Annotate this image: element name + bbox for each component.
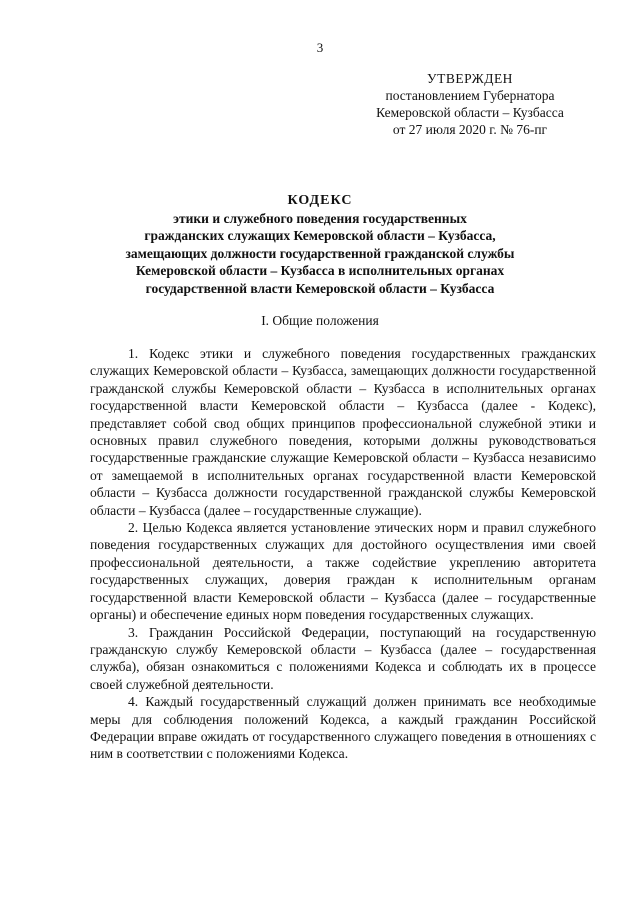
document-subtitle-line: государственной власти Кемеровской области – Кузбасса [145,280,495,296]
paragraph: 3. Гражданин Российской Федерации, поступающий на государственную гражданскую службу Кемеровской области – Кузбасса (далее – государственная служба), обязан ознакомиться с положениями Кодекса и соблюдать их в процессе своей служебной деятельности. [90,624,596,692]
paragraph: 4. Каждый государственный служащий должен принимать все необходимые меры для соблюдения положений Кодекса, а каждый гражданин Российской Федерации вправе ожидать от государственного служащего поведения в отношениях с ним в соответствии с положениями Кодекса. [90,694,596,762]
document-title-block [60,192,580,297]
document-subtitle-line: Кемеровской области – Кузбасса в исполнительных органах [135,263,505,278]
paragraph: 2. Целью Кодекса является установление этических норм и правил служебного поведения государственных служащих для достойного осуществления ими своей профессиональной деятельности, а также содействие укреплению авторитета государственных служащих, доверия граждан к исполнительным органам государственной власти Кемеровской области – Кузбасса (далее – государственные органы) и обеспечение единых норм поведения государственных служащих. [90,520,596,623]
approval-line: Кемеровской области – Кузбасса [376,105,564,120]
section-heading: I. Общие положения [261,313,379,328]
approval-heading: УТВЕРЖДЕН [427,71,513,86]
document-subtitle-line: замещающих должности государственной гражданской службы [125,245,515,261]
document-subtitle-line: этики и служебного поведения государственных [173,210,467,226]
approval-stamp-block [350,70,590,138]
paragraph: 1. Кодекс этики и служебного поведения государственных гражданских служащих Кемеровской области – Кузбасса, замещающих должности государственной гражданской службы Кемеровской области – Кузбасса в исполнительных органах государственной власти Кемеровской области – Кузбасса (далее - Кодекс), представляет собой свод общих принципов профессиональной служебной этики и основных правил служебного поведения, которыми должны руководствоваться государственные гражданские служащие Кемеровской области – Кузбасса независимо от замещаемой в исполнительных органах государственной власти Кемеровской области – Кузбасса должности государственной гражданской службы Кемеровской области – Кузбасса (далее – государственные служащие). [90,346,596,518]
approval-line: от 27 июля 2020 г. № 76-пг [392,122,548,137]
approval-line: постановлением Губернатора [385,88,555,103]
document-subtitle-line: гражданских служащих Кемеровской области – Кузбасса, [144,228,496,243]
page-number: 3 [316,40,324,55]
document-title: КОДЕКС [287,193,353,208]
body-text [90,345,596,763]
